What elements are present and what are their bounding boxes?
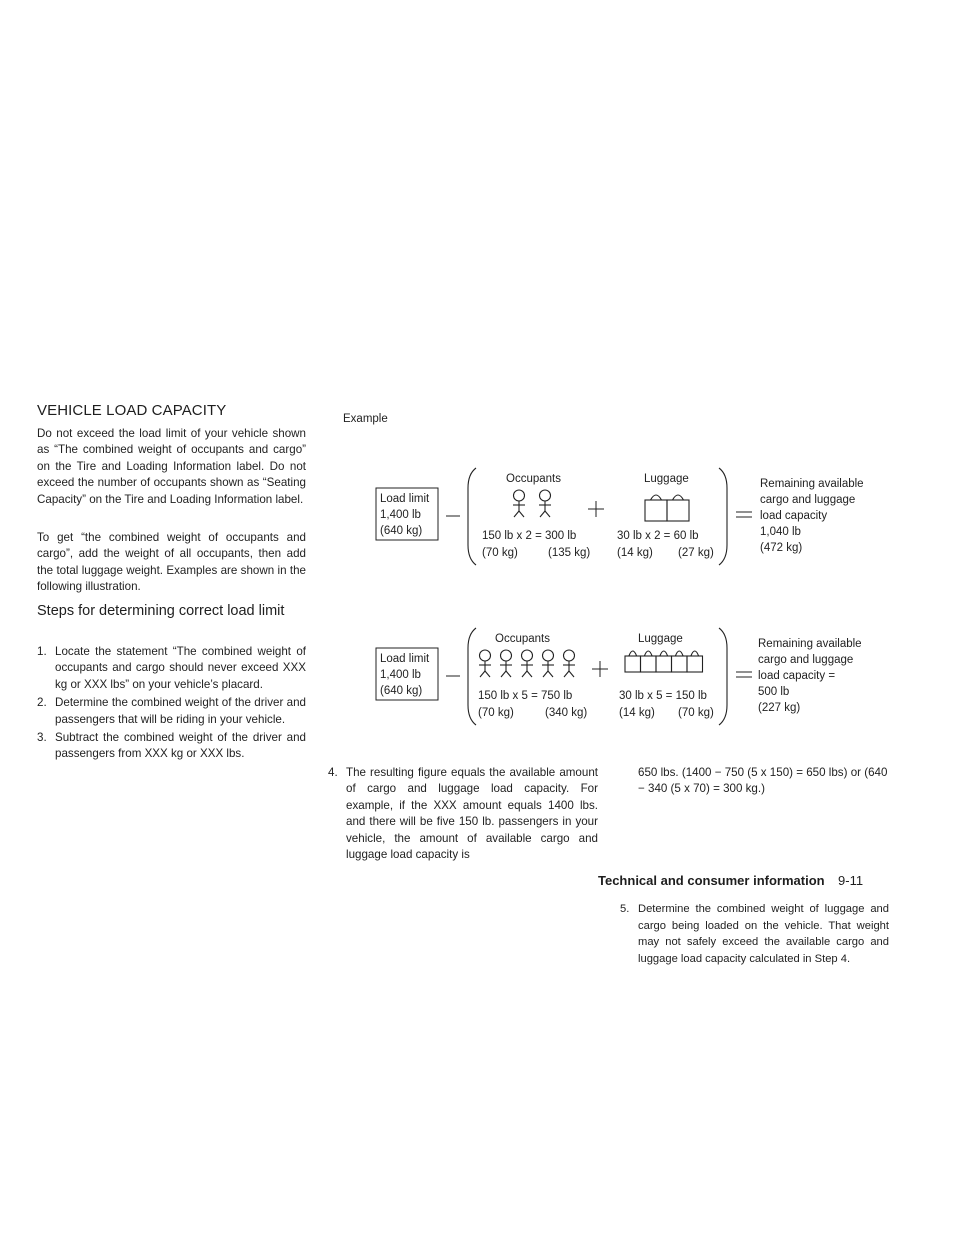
occupant-icon <box>479 650 491 677</box>
right-bracket <box>719 628 727 725</box>
luggage-icon <box>656 651 672 672</box>
remaining-capacity-text: Remaining available <box>758 638 862 650</box>
occupants-kg-each: (70 kg) <box>478 707 514 719</box>
footer-section-title: Technical and consumer information <box>598 873 825 888</box>
load-limit-text: Load limit <box>380 493 430 505</box>
occupant-icon <box>563 650 575 677</box>
figure-caption: Example <box>343 413 388 425</box>
right-bracket <box>719 468 727 565</box>
step-5: 5. Determine the combined weight of luggage and cargo being loaded on the vehicle. That weight may not safely exceed the available cargo and luggage load capacity calculated in Step 4. <box>620 903 889 965</box>
luggage-icon <box>687 651 703 672</box>
occupant-icon <box>539 490 551 517</box>
luggage-kg-total: (27 kg) <box>678 547 714 559</box>
luggage-calc: 30 lb x 2 = 60 lb <box>617 530 699 542</box>
occupants-calc: 150 lb x 5 = 750 lb <box>478 690 573 702</box>
occupants-label: Occupants <box>495 633 550 645</box>
luggage-label: Luggage <box>638 633 683 645</box>
left-bracket <box>468 628 476 725</box>
occupants-kg-each: (70 kg) <box>482 547 518 559</box>
luggage-kg-each: (14 kg) <box>617 547 653 559</box>
luggage-icon <box>645 495 667 521</box>
luggage-kg-total: (70 kg) <box>678 707 714 719</box>
step-4: 4. The resulting figure equals the available amount of cargo and luggage load capacity. For example, if the XXX amount equals 1400 lbs. and there will be five 150 lb. passengers in your vehicle, the amount of available cargo and luggage load capacity is <box>328 766 598 862</box>
remaining-capacity-text: load capacity <box>760 510 828 522</box>
occupant-icon <box>542 650 554 677</box>
occupants-calc: 150 lb x 2 = 300 lb <box>482 530 577 542</box>
remaining-capacity-text: cargo and luggage <box>758 654 854 666</box>
luggage-icon <box>641 651 657 672</box>
occupants-label: Occupants <box>506 473 561 485</box>
occupant-icon <box>513 490 525 517</box>
luggage-label: Luggage <box>644 473 689 485</box>
luggage-icon <box>672 651 688 672</box>
occupant-icon <box>500 650 512 677</box>
remaining-capacity-text: 500 lb <box>758 686 790 698</box>
load-limit-text: 1,400 lb <box>380 669 421 681</box>
remaining-capacity-text: (472 kg) <box>760 542 803 554</box>
remaining-capacity-text: (227 kg) <box>758 702 801 714</box>
list-item: 2. Determine the combined weight of the driver and passengers that will be riding in your vehicle. <box>37 696 306 726</box>
step-4-continued: 650 lbs. (1400 − 750 (5 x 150) = 650 lbs) or (640 − 340 (5 x 70) = 300 kg.) <box>638 766 888 796</box>
steps-subheading: Steps for determining correct load limit <box>37 603 285 619</box>
intro-paragraph: Do not exceed the load limit of your vehicle shown as “The combined weight of occupants and cargo” on the Tire and Loading Information label. Do not exceed the number of occupants shown as “Seating Capacity” on the Tire and Loading Information label. <box>37 427 306 506</box>
steps-list <box>37 644 306 765</box>
list-item: 3. Subtract the combined weight of the driver and passengers from XXX kg or XXX lbs. <box>37 731 306 761</box>
left-bracket <box>468 468 476 565</box>
remaining-capacity-text: load capacity = <box>758 670 836 682</box>
remaining-capacity-text: cargo and luggage <box>760 494 856 506</box>
illustration-paragraph: To get “the combined weight of occupants and cargo”, add the weight of all occupants, then add the total luggage weight. Examples are shown in the following illustration. <box>37 531 306 594</box>
list-item: 1. Locate the statement “The combined weight of occupants and cargo should never exceed XXX kg or XXX lbs” on your vehicle’s placard. <box>37 645 306 691</box>
remaining-capacity-text: Remaining available <box>760 478 864 490</box>
page-footer <box>598 872 863 890</box>
example-2 <box>376 628 862 725</box>
load-limit-text: (640 kg) <box>380 685 423 697</box>
luggage-kg-each: (14 kg) <box>619 707 655 719</box>
luggage-icon <box>625 651 641 672</box>
occupant-icon <box>521 650 533 677</box>
load-capacity-figure <box>360 460 880 730</box>
occupants-kg-total: (340 kg) <box>545 707 588 719</box>
luggage-icon <box>667 495 689 521</box>
section-heading: VEHICLE LOAD CAPACITY <box>37 402 227 419</box>
remaining-capacity-text: 1,040 lb <box>760 526 801 538</box>
occupants-kg-total: (135 kg) <box>548 547 591 559</box>
load-limit-text: Load limit <box>380 653 430 665</box>
luggage-calc: 30 lb x 5 = 150 lb <box>619 690 707 702</box>
example-1 <box>376 468 864 565</box>
load-limit-text: (640 kg) <box>380 525 423 537</box>
load-limit-text: 1,400 lb <box>380 509 421 521</box>
page-number: 9-11 <box>838 873 864 888</box>
